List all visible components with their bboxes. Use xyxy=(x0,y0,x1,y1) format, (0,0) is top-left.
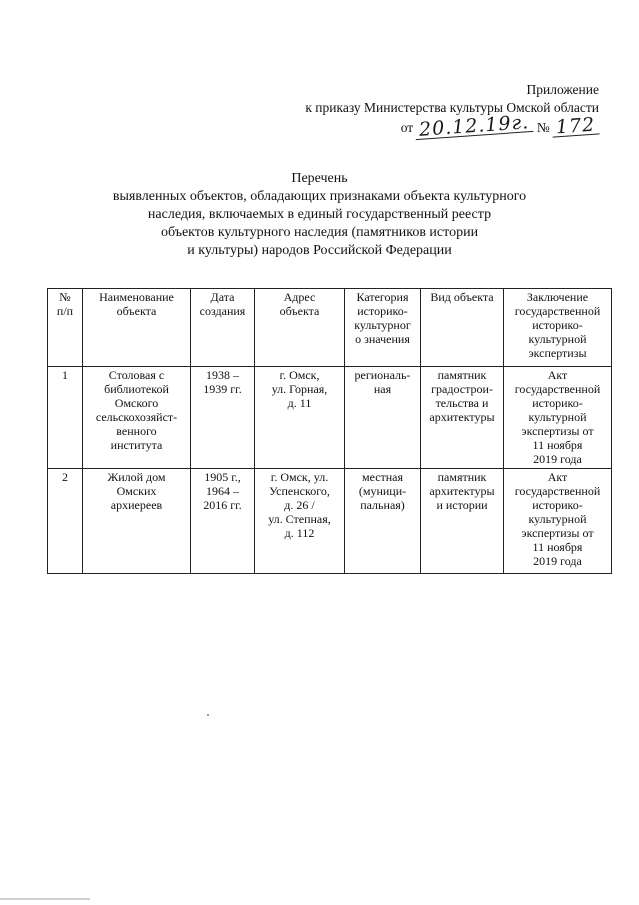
cell-col-address-line: г. Омск, ул. xyxy=(270,470,329,484)
cell-col-number xyxy=(48,469,83,574)
cell-col-date-line: 2016 гг. xyxy=(203,498,242,512)
cell-col-category-line: ная xyxy=(373,382,392,396)
cell-col-address-line: д. 26 / xyxy=(284,498,315,512)
handwritten-number: 172 xyxy=(551,115,599,137)
cell-col-type-line: тельства и xyxy=(435,396,489,410)
title-line-2: выявленных объектов, обладающих признаками объекта культурного xyxy=(112,189,527,204)
cell-col-address-line: г. Омск, xyxy=(279,368,320,382)
cell-col-expertise-line: культурной xyxy=(528,410,587,424)
header-col-number-line: п/п xyxy=(56,304,74,318)
cell-col-expertise-line: Акт xyxy=(547,368,568,382)
header-col-name-line: Наименование xyxy=(99,290,174,304)
header-col-number-line: № xyxy=(59,290,71,304)
cell-col-date-line: 1938 – xyxy=(206,368,239,382)
cell-col-type-line: градострои- xyxy=(431,382,493,396)
header-col-name-line: объекта xyxy=(116,304,157,318)
cell-col-type-line: архитектуры xyxy=(429,484,495,498)
header-col-type xyxy=(421,289,504,367)
cell-col-expertise-line: 11 ноября xyxy=(532,540,583,554)
title-line-3: наследия, включаемых в единый государственный реестр xyxy=(147,207,492,222)
cell-col-expertise-line: историко- xyxy=(532,498,583,512)
header-col-address-line: объекта xyxy=(279,304,320,318)
title-line-4: объектов культурного наследия (памятников истории xyxy=(160,225,479,240)
scan-speck xyxy=(207,714,209,716)
header-col-date xyxy=(191,289,255,367)
cell-col-type-line: и истории xyxy=(436,498,488,512)
cell-col-expertise-line: государственной xyxy=(514,484,601,498)
number-label: № xyxy=(536,120,550,135)
header-row xyxy=(48,289,612,367)
appendix-order-ref: к приказу Министерства культуры Омской области xyxy=(305,100,599,115)
cell-col-date xyxy=(191,367,255,469)
cell-col-name-line: Омского xyxy=(114,396,159,410)
cell-col-category xyxy=(345,469,421,574)
cell-col-name-line: сельскохозяйст- xyxy=(95,410,178,424)
cell-col-expertise xyxy=(504,469,612,574)
header-col-expertise-line: Заключение xyxy=(526,290,589,304)
heritage-objects-table xyxy=(47,288,612,574)
cell-col-address-line: Успенского, xyxy=(269,484,330,498)
cell-col-category-line: местная xyxy=(361,470,404,484)
header-col-expertise xyxy=(504,289,612,367)
header-col-address-line: Адрес xyxy=(283,290,316,304)
cell-col-name-line: библиотекой xyxy=(104,382,169,396)
appendix-title: Приложение xyxy=(526,82,599,97)
from-label: от xyxy=(400,120,414,135)
appendix-header xyxy=(305,81,599,141)
cell-col-date-line: 1905 г., xyxy=(204,470,241,484)
cell-col-expertise-line: историко- xyxy=(532,396,583,410)
handwritten-date: 20.12.19г. xyxy=(415,113,534,140)
cell-col-expertise-line: Акт xyxy=(547,470,568,484)
cell-col-address xyxy=(255,367,345,469)
header-col-expertise-line: экспертизы xyxy=(528,346,587,360)
scan-edge-mark xyxy=(0,898,90,900)
cell-col-type xyxy=(421,469,504,574)
cell-col-expertise-line: экспертизы от xyxy=(521,424,594,438)
header-col-date-line: создания xyxy=(199,304,246,318)
cell-col-expertise-line: 2019 года xyxy=(533,554,582,568)
cell-col-category-line: пальная) xyxy=(360,498,405,512)
table-row xyxy=(48,469,612,574)
table-body xyxy=(48,367,612,574)
cell-col-address-line: ул. Степная, xyxy=(268,512,331,526)
cell-col-name-line: института xyxy=(110,438,163,452)
cell-col-expertise-line: 2019 года xyxy=(533,452,582,466)
appendix-date-number-line xyxy=(400,111,599,141)
header-col-category-line: историко- xyxy=(357,304,408,318)
cell-col-name xyxy=(83,469,191,574)
header-col-expertise-line: историко- xyxy=(532,318,583,332)
cell-col-category-line: региональ- xyxy=(354,368,411,382)
cell-col-type-line: архитектуры xyxy=(429,410,495,424)
cell-col-address xyxy=(255,469,345,574)
header-col-category-line: Категория xyxy=(356,290,409,304)
header-col-number xyxy=(48,289,83,367)
cell-col-date-line: 1939 гг. xyxy=(203,382,242,396)
cell-col-type xyxy=(421,367,504,469)
cell-col-name-line: Столовая с xyxy=(108,368,165,382)
header-col-expertise-line: государственной xyxy=(514,304,601,318)
cell-col-date xyxy=(191,469,255,574)
header-col-date-line: Дата xyxy=(210,290,235,304)
header-col-address xyxy=(255,289,345,367)
cell-col-date-line: 1964 – xyxy=(206,484,239,498)
table-row xyxy=(48,367,612,469)
cell-col-expertise xyxy=(504,367,612,469)
header-col-category-line: культурног xyxy=(354,318,411,332)
cell-col-name xyxy=(83,367,191,469)
cell-col-number-line: 1 xyxy=(62,368,68,382)
header-col-category xyxy=(345,289,421,367)
table-header xyxy=(48,289,612,367)
cell-col-address-line: ул. Горная, xyxy=(271,382,328,396)
header-col-type-line: Вид объекта xyxy=(430,290,494,304)
cell-col-expertise-line: 11 ноября xyxy=(532,438,583,452)
cell-col-expertise-line: культурной xyxy=(528,512,587,526)
cell-col-name-line: венного xyxy=(116,424,157,438)
cell-col-address-line: д. 112 xyxy=(284,526,315,540)
cell-col-name-line: архиереев xyxy=(110,498,163,512)
cell-col-type-line: памятник xyxy=(437,368,487,382)
cell-col-name-line: Жилой дом xyxy=(107,470,166,484)
header-col-expertise-line: культурной xyxy=(528,332,587,346)
cell-col-category xyxy=(345,367,421,469)
cell-col-expertise-line: государственной xyxy=(514,382,601,396)
cell-col-number xyxy=(48,367,83,469)
cell-col-name-line: Омских xyxy=(116,484,157,498)
cell-col-address-line: д. 11 xyxy=(287,396,312,410)
document-title xyxy=(0,170,639,260)
cell-col-expertise-line: экспертизы от xyxy=(521,526,594,540)
title-line-5: и культуры) народов Российской Федерации xyxy=(187,243,452,258)
cell-col-number-line: 2 xyxy=(62,470,68,484)
cell-col-type-line: памятник xyxy=(437,470,487,484)
cell-col-category-line: (муници- xyxy=(358,484,407,498)
title-line-1: Перечень xyxy=(291,171,348,186)
header-col-name xyxy=(83,289,191,367)
header-col-category-line: о значения xyxy=(355,332,410,346)
